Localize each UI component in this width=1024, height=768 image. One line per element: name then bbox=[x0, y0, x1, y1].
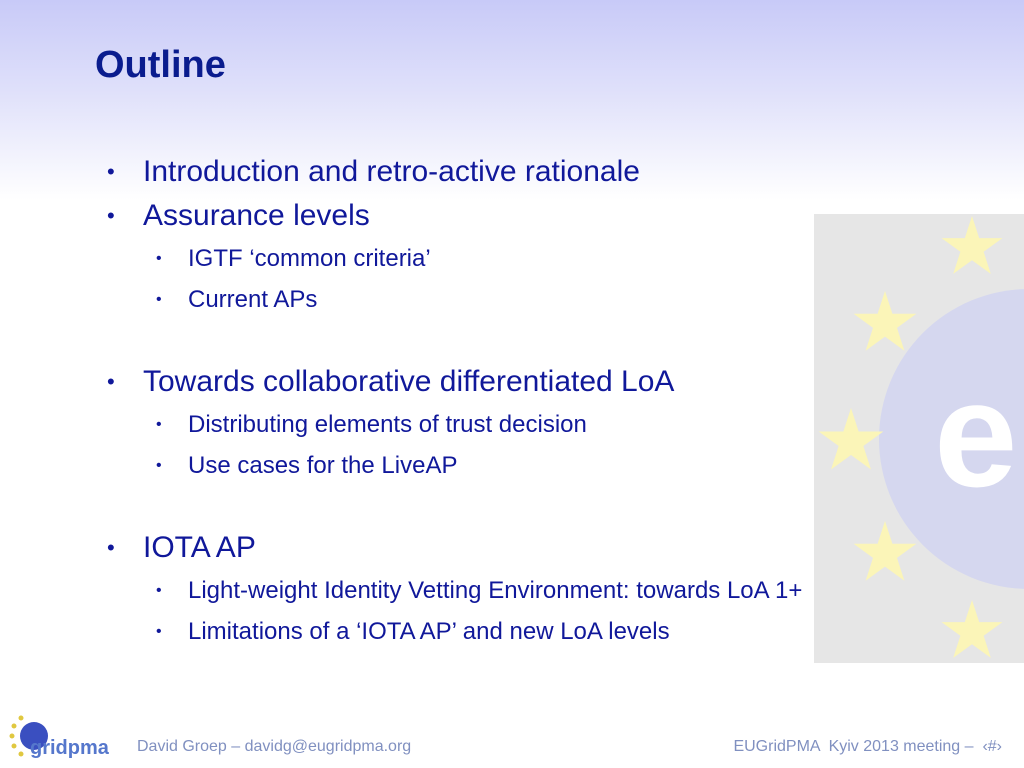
bullet-icon: • bbox=[107, 369, 115, 394]
outline-item bbox=[103, 526, 923, 570]
gridpma-logo bbox=[8, 710, 126, 762]
spacer bbox=[103, 486, 923, 526]
gridpma-logo-icon bbox=[8, 710, 126, 762]
bullet-icon: • bbox=[156, 250, 162, 267]
bullet-icon: • bbox=[107, 159, 115, 184]
outline-subitem bbox=[103, 238, 923, 279]
bullet-icon: • bbox=[156, 623, 162, 640]
logo-text: gridpma bbox=[30, 737, 109, 759]
logo-e-letter: e bbox=[934, 350, 1018, 518]
star-icon bbox=[942, 600, 1003, 658]
outline-list bbox=[103, 150, 923, 652]
bullet-icon: • bbox=[156, 457, 162, 474]
outline-item-text: Towards collaborative differentiated LoA bbox=[143, 365, 675, 398]
outline-item-text: Introduction and retro-active rationale bbox=[143, 155, 640, 188]
spacer bbox=[103, 320, 923, 360]
outline-subitem-text: Distributing elements of trust decision bbox=[188, 411, 587, 438]
outline-subitem bbox=[103, 445, 923, 486]
bullet-icon: • bbox=[107, 203, 115, 228]
star-icon bbox=[942, 216, 1003, 274]
outline-item-text: IOTA AP bbox=[143, 531, 256, 564]
footer-meeting: EUGridPMA Kyiv 2013 meeting – ‹#› bbox=[733, 738, 1002, 755]
outline-subitem-text: Limitations of a ‘IOTA AP’ and new LoA levels bbox=[188, 618, 670, 645]
outline-subitem-text: Light-weight Identity Vetting Environment: towards LoA 1+ bbox=[188, 577, 803, 604]
outline-item bbox=[103, 194, 923, 238]
outline-subitem bbox=[103, 404, 923, 445]
outline-subitem-text: Current APs bbox=[188, 286, 318, 313]
outline-subitem-text: Use cases for the LiveAP bbox=[188, 452, 458, 479]
slide-title: Outline bbox=[95, 44, 226, 86]
footer-author: David Groep – davidg@eugridpma.org bbox=[137, 738, 412, 755]
outline-item bbox=[103, 360, 923, 404]
outline-subitem-text: IGTF ‘common criteria’ bbox=[188, 245, 431, 272]
bullet-icon: • bbox=[107, 535, 115, 560]
outline-subitem bbox=[103, 279, 923, 320]
bullet-icon: • bbox=[156, 291, 162, 308]
outline-item-text: Assurance levels bbox=[143, 199, 370, 232]
bullet-icon: • bbox=[156, 416, 162, 433]
bullet-icon: • bbox=[156, 582, 162, 599]
outline-subitem bbox=[103, 570, 923, 611]
outline-item bbox=[103, 150, 923, 194]
outline-subitem bbox=[103, 611, 923, 652]
